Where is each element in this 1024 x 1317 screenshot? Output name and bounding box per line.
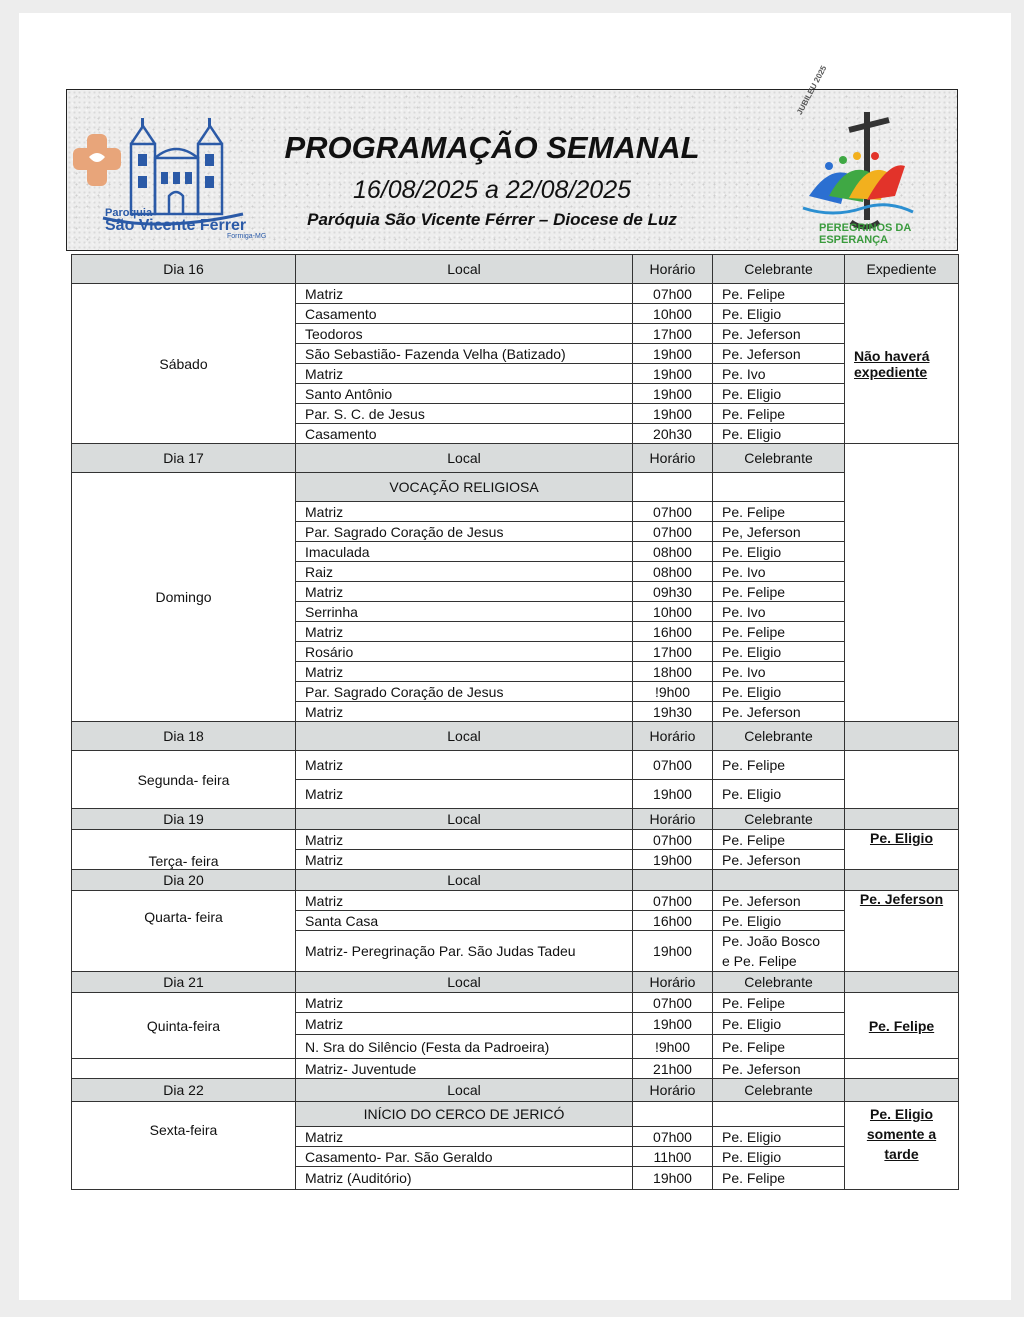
time-cell: 07h00 (633, 891, 713, 911)
local-cell: Matriz (296, 891, 633, 911)
celebrant-cell: Pe. Felipe (713, 830, 845, 850)
time-cell: 19h00 (633, 780, 713, 809)
expediente-cell (845, 891, 959, 972)
time-cell: 19h00 (633, 850, 713, 870)
local-cell: Imaculada (296, 542, 633, 562)
time-cell: 08h00 (633, 542, 713, 562)
celebrant-cell: Pe. Jeferson (713, 1059, 845, 1079)
local-cell: Matriz (296, 702, 633, 722)
local-cell: N. Sra do Silêncio (Festa da Padroeira) (296, 1035, 633, 1059)
empty-cell (845, 1079, 959, 1102)
local-cell: Matriz (296, 993, 633, 1013)
date-range: 16/08/2025 a 22/08/2025 (352, 176, 632, 204)
time-cell: 19h00 (633, 404, 713, 424)
time-cell: 19h00 (633, 364, 713, 384)
day-label: Dia 16 (72, 255, 296, 284)
col-local: Local (296, 870, 633, 891)
expediente-cell (845, 1102, 959, 1190)
day-name: Sexta-feira (72, 1102, 296, 1190)
celebrant-cell: Pe. Eligio (713, 682, 845, 702)
day-name: Sábado (72, 284, 296, 444)
col-expediente: Expediente (845, 255, 959, 284)
time-cell: 10h00 (633, 602, 713, 622)
local-cell: Matriz (296, 1127, 633, 1147)
day-label: Dia 20 (72, 870, 296, 891)
expediente-text: Pe. Eligio (869, 830, 933, 846)
empty-cell (845, 972, 959, 993)
local-cell: Matriz (296, 364, 633, 384)
time-cell: 08h00 (633, 562, 713, 582)
day-header-18 (72, 722, 959, 751)
expediente-text: tarde (884, 1146, 919, 1162)
day-header-21 (72, 972, 959, 993)
local-cell: Casamento (296, 424, 633, 444)
col-horario: Horário (633, 809, 713, 830)
expediente-text: Pe. Felipe (868, 1017, 935, 1034)
celebrant-cell: Pe. Jeferson (713, 702, 845, 722)
time-cell: 07h00 (633, 1127, 713, 1147)
celebrant-line: e Pe. Felipe (722, 953, 797, 969)
empty-cell (845, 751, 959, 809)
celebrant-cell: Pe. Eligio (713, 642, 845, 662)
empty-cell (845, 870, 959, 891)
table-row (72, 891, 959, 911)
local-cell: Matriz (296, 780, 633, 809)
expediente-text: Não haverá expediente (854, 347, 930, 380)
col-horario: Horário (633, 444, 713, 473)
celebrant-cell: Pe. Eligio (713, 911, 845, 931)
day-name: Terça- feira (72, 830, 296, 870)
schedule-table (71, 254, 959, 1190)
col-celebrante: Celebrante (713, 1079, 845, 1102)
celebrant-cell: Pe. Felipe (713, 622, 845, 642)
local-cell: Matriz- Juventude (296, 1059, 633, 1079)
celebrant-cell: Pe. Eligio (713, 384, 845, 404)
empty-cell (713, 870, 845, 891)
local-cell: Matriz (296, 662, 633, 682)
local-cell: Matriz (296, 850, 633, 870)
jubilee-bottom-text: PEREGRINOS DA ESPERANÇA (819, 222, 911, 246)
celebrant-cell: Pe. Felipe (713, 404, 845, 424)
celebrant-cell: Pe. Eligio (713, 1147, 845, 1167)
day-label: Dia 18 (72, 722, 296, 751)
local-cell: Casamento- Par. São Geraldo (296, 1147, 633, 1167)
local-cell: Matriz (296, 284, 633, 304)
local-cell: São Sebastião- Fazenda Velha (Batizado) (296, 344, 633, 364)
local-cell: Casamento (296, 304, 633, 324)
time-cell: 07h00 (633, 751, 713, 780)
celebrant-cell: Pe. Eligio (713, 1013, 845, 1035)
empty-cell (633, 473, 713, 502)
day-label: Dia 21 (72, 972, 296, 993)
celebrant-cell: Pe. Felipe (713, 1167, 845, 1190)
page-title: PROGRAMAÇÃO SEMANAL (284, 130, 700, 165)
day-name: Domingo (72, 473, 296, 722)
day-header-22 (72, 1079, 959, 1102)
col-local: Local (296, 255, 633, 284)
expediente-text: Pe. Jeferson (859, 891, 944, 907)
jubilee-top-text: JUBILEU 2025 (795, 64, 829, 117)
celebrant-cell: Pe. Eligio (713, 780, 845, 809)
page-subtitle: Paróquia São Vicente Férrer – Diocese de Luz (307, 210, 677, 229)
empty-cell (845, 444, 959, 473)
logo-text-name: São Vicente Férrer (105, 217, 247, 234)
table-row (72, 830, 959, 850)
local-cell: Santo Antônio (296, 384, 633, 404)
celebrant-cell: Pe. Felipe (713, 751, 845, 780)
celebrant-cell: Pe. Felipe (713, 582, 845, 602)
day-name: Segunda- feira (72, 751, 296, 809)
time-cell: 07h00 (633, 830, 713, 850)
time-cell: 19h00 (633, 1013, 713, 1035)
local-cell: Teodoros (296, 324, 633, 344)
time-cell: 19h00 (633, 384, 713, 404)
local-cell: Raiz (296, 562, 633, 582)
table-row (72, 1059, 959, 1079)
col-celebrante: Celebrante (713, 722, 845, 751)
empty-cell (633, 1102, 713, 1127)
time-cell: 10h00 (633, 304, 713, 324)
time-cell: 11h00 (633, 1147, 713, 1167)
local-cell: Matriz (Auditório) (296, 1167, 633, 1190)
celebrant-cell: Pe. Ivo (713, 364, 845, 384)
local-cell: Serrinha (296, 602, 633, 622)
local-cell: Santa Casa (296, 911, 633, 931)
local-cell: Matriz- Peregrinação Par. São Judas Tadeu (296, 931, 633, 972)
empty-cell (845, 473, 959, 722)
local-cell: Matriz (296, 751, 633, 780)
expediente-cell (845, 993, 959, 1059)
table-row (72, 993, 959, 1013)
time-cell: 09h30 (633, 582, 713, 602)
time-cell: 19h00 (633, 344, 713, 364)
col-local: Local (296, 444, 633, 473)
celebrant-cell: Pe. Eligio (713, 1127, 845, 1147)
logo-text-paroquia: Paroquia (105, 207, 153, 219)
logo-text-city: Formiga-MG (227, 233, 267, 240)
day-label: Dia 19 (72, 809, 296, 830)
empty-cell (845, 722, 959, 751)
time-cell: 19h30 (633, 702, 713, 722)
celebrant-cell: Pe. Ivo (713, 562, 845, 582)
expediente-text: Pe. Eligio (869, 1106, 933, 1122)
celebrant-cell: Pe. Ivo (713, 662, 845, 682)
time-cell: 07h00 (633, 993, 713, 1013)
empty-cell (845, 809, 959, 830)
celebrant-cell: Pe, Jeferson (713, 522, 845, 542)
expediente-text: somente a (866, 1126, 937, 1142)
col-horario: Horário (633, 972, 713, 993)
time-cell: 07h00 (633, 284, 713, 304)
celebrant-cell: Pe. Felipe (713, 284, 845, 304)
celebrant-cell: Pe. Jeferson (713, 850, 845, 870)
celebrant-cell: Pe. Jeferson (713, 891, 845, 911)
celebrant-cell (713, 931, 845, 972)
time-cell: 17h00 (633, 642, 713, 662)
day-label: Dia 22 (72, 1079, 296, 1102)
day-note: VOCAÇÃO RELIGIOSA (296, 473, 633, 502)
celebrant-cell: Pe. Felipe (713, 502, 845, 522)
day-name: Quarta- feira (72, 891, 296, 972)
col-celebrante: Celebrante (713, 255, 845, 284)
celebrant-cell: Pe. Jeferson (713, 344, 845, 364)
empty-cell (72, 1059, 296, 1079)
day-header-17 (72, 444, 959, 473)
day-header-20 (72, 870, 959, 891)
local-cell: Matriz (296, 1013, 633, 1035)
time-cell: 19h00 (633, 1167, 713, 1190)
time-cell: !9h00 (633, 1035, 713, 1059)
local-cell: Matriz (296, 622, 633, 642)
table-row (72, 473, 959, 502)
col-horario: Horário (633, 722, 713, 751)
table-row (72, 751, 959, 780)
day-header-16 (72, 255, 959, 284)
local-cell: Par. Sagrado Coração de Jesus (296, 522, 633, 542)
col-celebrante: Celebrante (713, 444, 845, 473)
time-cell: 18h00 (633, 662, 713, 682)
celebrant-cell: Pe. Felipe (713, 1035, 845, 1059)
col-local: Local (296, 722, 633, 751)
empty-cell (713, 1102, 845, 1127)
table-row (72, 1102, 959, 1127)
local-cell: Matriz (296, 582, 633, 602)
time-cell: 19h00 (633, 931, 713, 972)
col-celebrante: Celebrante (713, 972, 845, 993)
celebrant-cell: Pe. Eligio (713, 542, 845, 562)
celebrant-cell: Pe. Jeferson (713, 324, 845, 344)
table-row (72, 284, 959, 304)
time-cell: !9h00 (633, 682, 713, 702)
day-note: INÍCIO DO CERCO DE JERICÓ (296, 1102, 633, 1127)
local-cell: Matriz (296, 830, 633, 850)
col-local: Local (296, 972, 633, 993)
time-cell: 20h30 (633, 424, 713, 444)
time-cell: 07h00 (633, 522, 713, 542)
time-cell: 17h00 (633, 324, 713, 344)
day-label: Dia 17 (72, 444, 296, 473)
col-horario: Horário (633, 1079, 713, 1102)
col-celebrante: Celebrante (713, 809, 845, 830)
day-name: Quinta-feira (72, 993, 296, 1059)
col-local: Local (296, 1079, 633, 1102)
celebrant-cell: Pe. Ivo (713, 602, 845, 622)
day-header-19 (72, 809, 959, 830)
celebrant-line: Pe. João Bosco (722, 933, 821, 949)
celebrant-cell: Pe. Eligio (713, 304, 845, 324)
expediente-cell (845, 284, 959, 444)
col-local: Local (296, 809, 633, 830)
empty-cell (845, 1059, 959, 1079)
empty-cell (713, 473, 845, 502)
local-cell: Rosário (296, 642, 633, 662)
time-cell: 16h00 (633, 911, 713, 931)
expediente-cell (845, 830, 959, 870)
local-cell: Par. Sagrado Coração de Jesus (296, 682, 633, 702)
empty-cell (633, 870, 713, 891)
local-cell: Matriz (296, 502, 633, 522)
local-cell: Par. S. C. de Jesus (296, 404, 633, 424)
col-horario: Horário (633, 255, 713, 284)
time-cell: 16h00 (633, 622, 713, 642)
celebrant-cell: Pe. Eligio (713, 424, 845, 444)
time-cell: 07h00 (633, 502, 713, 522)
time-cell: 21h00 (633, 1059, 713, 1079)
celebrant-cell: Pe. Felipe (713, 993, 845, 1013)
document-header (66, 64, 958, 251)
